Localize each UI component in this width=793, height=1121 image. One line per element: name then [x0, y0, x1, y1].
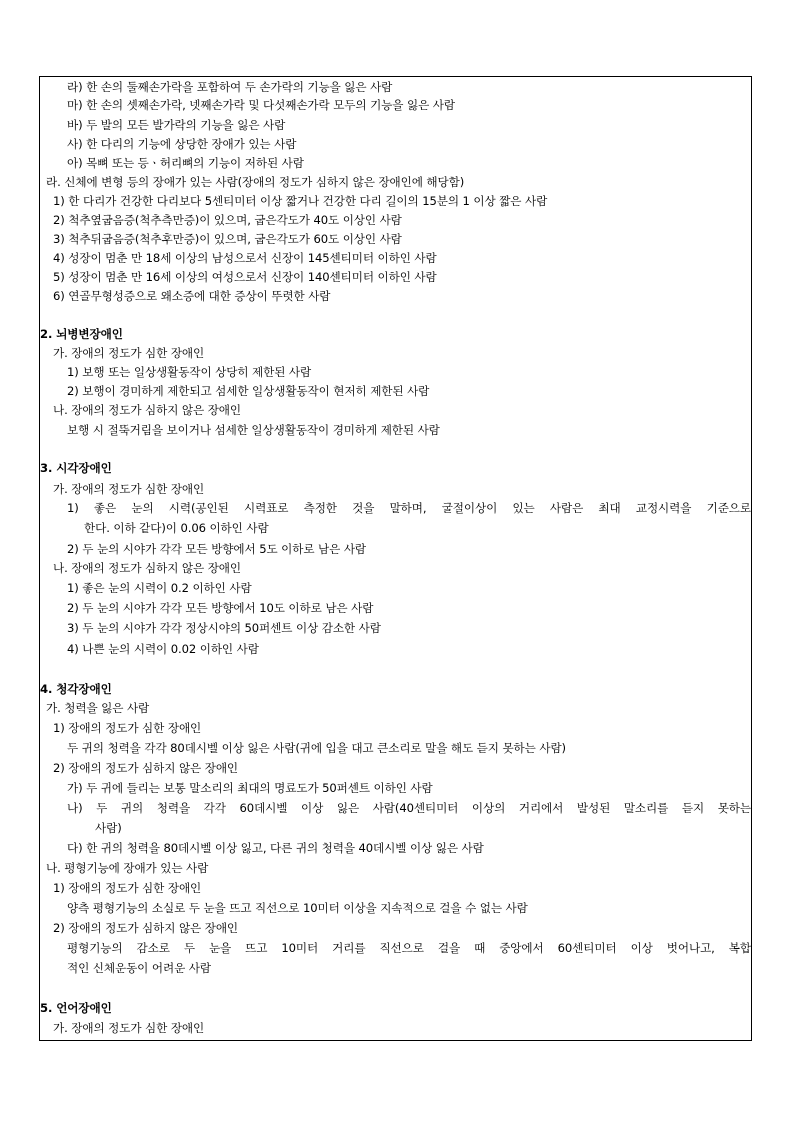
text-line: 3) 두 눈의 시야가 각각 정상시야의 50퍼센트 이상 감소한 사람 — [67, 621, 381, 635]
text-line: 양측 평형기능의 소실로 두 눈을 뜨고 직선으로 10미터 이상을 지속적으로 걸을 수 없는 사람 — [67, 901, 528, 915]
text-line: 1) 장애의 정도가 심한 장애인 — [53, 721, 202, 735]
text-line: 2) 두 눈의 시야가 각각 모든 방향에서 10도 이하로 남은 사람 — [67, 601, 374, 615]
text-line: 2) 장애의 정도가 심하지 않은 장애인 — [53, 761, 239, 775]
text-line: 4) 성장이 멈춘 만 18세 이상의 남성으로서 신장이 145센티미터 이하인 사람 — [53, 251, 437, 265]
text-line: 가. 장애의 정도가 심한 장애인 — [53, 346, 205, 360]
text-line: 2) 보행이 경미하게 제한되고 섬세한 일상생활동작이 현저히 제한된 사람 — [67, 384, 430, 398]
text-line: 한다. 이하 같다)이 0.06 이하인 사람 — [84, 521, 269, 535]
text-line: 평형기능의 감소로 두 눈을 뜨고 10미터 거리를 직선으로 걸을 때 중앙에서 60센티미터 이상 벗어나고, 복합 — [67, 941, 751, 955]
text-line: 라) 한 손의 둘째손가락을 포함하여 두 손가락의 기능을 잃은 사람 — [67, 80, 393, 94]
section-heading: 4. 청각장애인 — [40, 682, 112, 696]
text-line: 가. 장애의 정도가 심한 장애인 — [53, 1021, 205, 1035]
text-line: 1) 장애의 정도가 심한 장애인 — [53, 881, 202, 895]
text-line: 3) 척추뒤굽음증(척추후만증)이 있으며, 굽은각도가 60도 이상인 사람 — [53, 232, 402, 246]
text-line: 6) 연골무형성증으로 왜소증에 대한 증상이 뚜렷한 사람 — [53, 289, 331, 303]
text-line: 가) 두 귀에 들리는 보통 말소리의 최대의 명료도가 50퍼센트 이하인 사람 — [67, 781, 433, 795]
section-heading: 5. 언어장애인 — [40, 1001, 112, 1015]
text-line: 나. 장애의 정도가 심하지 않은 장애인 — [53, 403, 242, 417]
text-line: 가. 청력을 잃은 사람 — [46, 701, 150, 715]
text-line: 가. 장애의 정도가 심한 장애인 — [53, 482, 205, 496]
text-line: 나. 평형기능에 장애가 있는 사람 — [46, 861, 209, 875]
text-line: 2) 두 눈의 시야가 각각 모든 방향에서 5도 이하로 남은 사람 — [67, 542, 367, 556]
text-line: 1) 한 다리가 건강한 다리보다 5센티미터 이상 짧거나 건강한 다리 길이의 15분의 1 이상 짧은 사람 — [53, 194, 548, 208]
text-line: 나. 장애의 정도가 심하지 않은 장애인 — [53, 561, 242, 575]
text-line: 1) 좋은 눈의 시력이 0.2 이하인 사람 — [67, 581, 252, 595]
text-line: 2) 장애의 정도가 심하지 않은 장애인 — [53, 921, 239, 935]
text-line: 4) 나쁜 눈의 시력이 0.02 이하인 사람 — [67, 642, 259, 656]
text-line: 아) 목뼈 또는 등ㆍ허리뼈의 기능이 저하된 사람 — [67, 156, 304, 170]
text-line: 나) 두 귀의 청력을 각각 60데시벨 이상 잃은 사람(40센티미터 이상의 거리에서 발성된 말소리를 듣지 못하는 — [67, 801, 751, 815]
section-heading: 2. 뇌병변장애인 — [40, 327, 123, 341]
text-line: 라. 신체에 변형 등의 장애가 있는 사람(장애의 정도가 심하지 않은 장애인에 해당함) — [46, 175, 465, 189]
text-line: 바) 두 발의 모든 발가락의 기능을 잃은 사람 — [67, 118, 286, 132]
document-frame — [39, 76, 752, 1041]
section-heading: 3. 시각장애인 — [40, 461, 112, 475]
text-line: 마) 한 손의 셋째손가락, 넷째손가락 및 다섯째손가락 모두의 기능을 잃은 사람 — [67, 98, 455, 112]
text-line: 1) 좋은 눈의 시력(공인된 시력표로 측정한 것을 말하며, 굴절이상이 있는 사람은 최대 교정시력을 기준으로 — [67, 501, 751, 515]
text-line: 사람) — [95, 821, 122, 835]
text-line: 두 귀의 청력을 각각 80데시벨 이상 잃은 사람(귀에 입을 대고 큰소리로 말을 해도 듣지 못하는 사람) — [67, 741, 566, 755]
text-line: 2) 척추옆굽음증(척추측만증)이 있으며, 굽은각도가 40도 이상인 사람 — [53, 213, 402, 227]
text-line: 다) 한 귀의 청력을 80데시벨 이상 잃고, 다른 귀의 청력을 40데시벨 이상 잃은 사람 — [67, 841, 484, 855]
text-line: 5) 성장이 멈춘 만 16세 이상의 여성으로서 신장이 140센티미터 이하인 사람 — [53, 270, 437, 284]
text-line: 1) 보행 또는 일상생활동작이 상당히 제한된 사람 — [67, 365, 312, 379]
text-line: 보행 시 절뚝거림을 보이거나 섬세한 일상생활동작이 경미하게 제한된 사람 — [67, 423, 440, 437]
text-line: 적인 신체운동이 어려운 사람 — [67, 961, 211, 975]
text-line: 사) 한 다리의 기능에 상당한 장애가 있는 사람 — [67, 137, 297, 151]
